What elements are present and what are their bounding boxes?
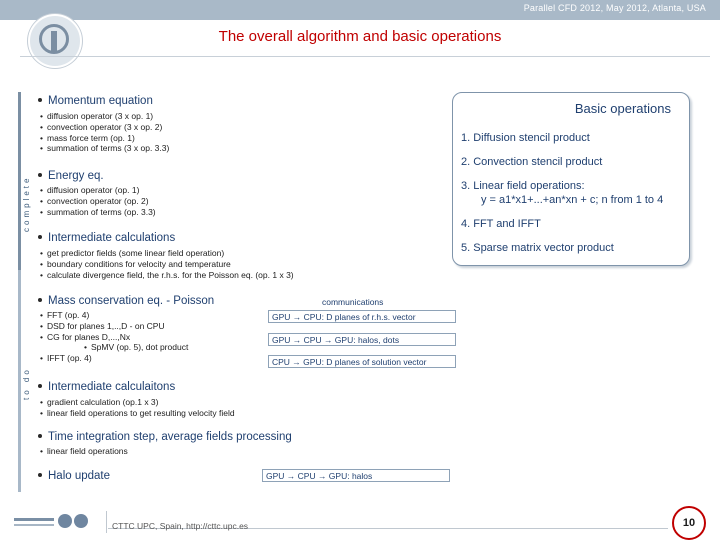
section-time-integration-items <box>40 446 128 457</box>
comm-box-halos-dots: GPU → CPU → GPU: halos, dots <box>268 333 456 346</box>
bullet-dot <box>38 173 42 177</box>
basic-op-5: 5. Sparse matrix vector product <box>461 242 614 254</box>
communications-title: communications <box>322 297 384 307</box>
basic-op-1: 1. Diffusion stencil product <box>461 132 590 144</box>
comm-box-solution: CPU → GPU: D planes of solution vector <box>268 355 456 368</box>
list-item: • CG for planes D,...,Nx <box>40 332 188 343</box>
list-item: • summation of terms (3 x op. 3.3) <box>40 143 169 154</box>
list-item: • boundary conditions for velocity and temperature <box>40 259 294 270</box>
basic-operations-panel <box>452 92 690 266</box>
list-item: • gradient calculation (op.1 x 3) <box>40 397 235 408</box>
section-energy-heading: Energy eq. <box>38 170 104 182</box>
basic-operations-title: Basic operations <box>574 101 671 116</box>
list-item: • FFT (op. 4) <box>40 310 188 321</box>
list-item: • linear field operations to get resulting velocity field <box>40 408 235 419</box>
bullet-dot <box>38 235 42 239</box>
title-divider <box>20 56 710 57</box>
complete-segment <box>18 92 21 270</box>
footer-text: CTTC UPC, Spain, http://cttc.upc.es <box>112 521 249 531</box>
section-momentum-heading: Momentum equation <box>38 95 153 107</box>
top-header-bar <box>0 0 720 20</box>
comm-box-halos: GPU → CPU → GPU: halos <box>262 469 450 482</box>
list-item: • DSD for planes 1,..,D - on CPU <box>40 321 188 332</box>
list-item: • mass force term (op. 1) <box>40 133 169 144</box>
section-time-integration-heading: Time integration step, average fields processing <box>38 431 292 443</box>
basic-op-4: 4. FFT and IFFT <box>461 218 541 230</box>
basic-op-2: 2. Convection stencil product <box>461 156 603 168</box>
basic-op-3-formula: y = a1*x1+...+an*xn + c; n from 1 to 4 <box>481 194 664 206</box>
conference-label: Parallel CFD 2012, May 2012, Atlanta, USA <box>523 3 706 13</box>
footer-logos <box>14 514 100 530</box>
section-halo-heading: Halo update <box>38 470 110 482</box>
section-intermediate-items <box>40 248 294 280</box>
section-intermediate-heading: Intermediate calculations <box>38 232 175 244</box>
list-item: • diffusion operator (3 x op. 1) <box>40 111 169 122</box>
section-momentum-items <box>40 111 169 154</box>
section-poisson-heading: Mass conservation eq. - Poisson <box>38 295 214 307</box>
page-number: 10 <box>672 506 706 540</box>
list-item: • linear field operations <box>40 446 128 457</box>
footer-separator <box>106 511 107 533</box>
list-item: • convection operator (op. 2) <box>40 196 156 207</box>
section-intermediate2-heading: Intermediate calculaitons <box>38 381 175 393</box>
bullet-dot <box>38 434 42 438</box>
slide-title: The overall algorithm and basic operations <box>218 28 502 45</box>
list-item: • diffusion operator (op. 1) <box>40 185 156 196</box>
side-label-todo: to do <box>22 367 31 400</box>
list-item: • calculate divergence field, the r.h.s. for the Poisson eq. (op. 1 x 3) <box>40 270 294 281</box>
bullet-dot <box>38 384 42 388</box>
comm-box-rhs: GPU → CPU: D planes of r.h.s. vector <box>268 310 456 323</box>
list-item: • get predictor fields (some linear field operation) <box>40 248 294 259</box>
progress-side-bar <box>18 92 21 492</box>
section-energy-items <box>40 185 156 217</box>
list-subitem: • SpMV (op. 5), dot product <box>40 342 188 353</box>
section-poisson-items <box>40 310 188 364</box>
bullet-dot <box>38 473 42 477</box>
section-intermediate2-items <box>40 397 235 419</box>
bullet-dot <box>38 298 42 302</box>
list-item: • summation of terms (op. 3.3) <box>40 207 156 218</box>
list-item: • convection operator (3 x op. 2) <box>40 122 169 133</box>
bullet-dot <box>38 98 42 102</box>
side-label-complete: complete <box>22 175 31 232</box>
basic-op-3: 3. Linear field operations: <box>461 180 585 192</box>
list-item: • IFFT (op. 4) <box>40 353 188 364</box>
